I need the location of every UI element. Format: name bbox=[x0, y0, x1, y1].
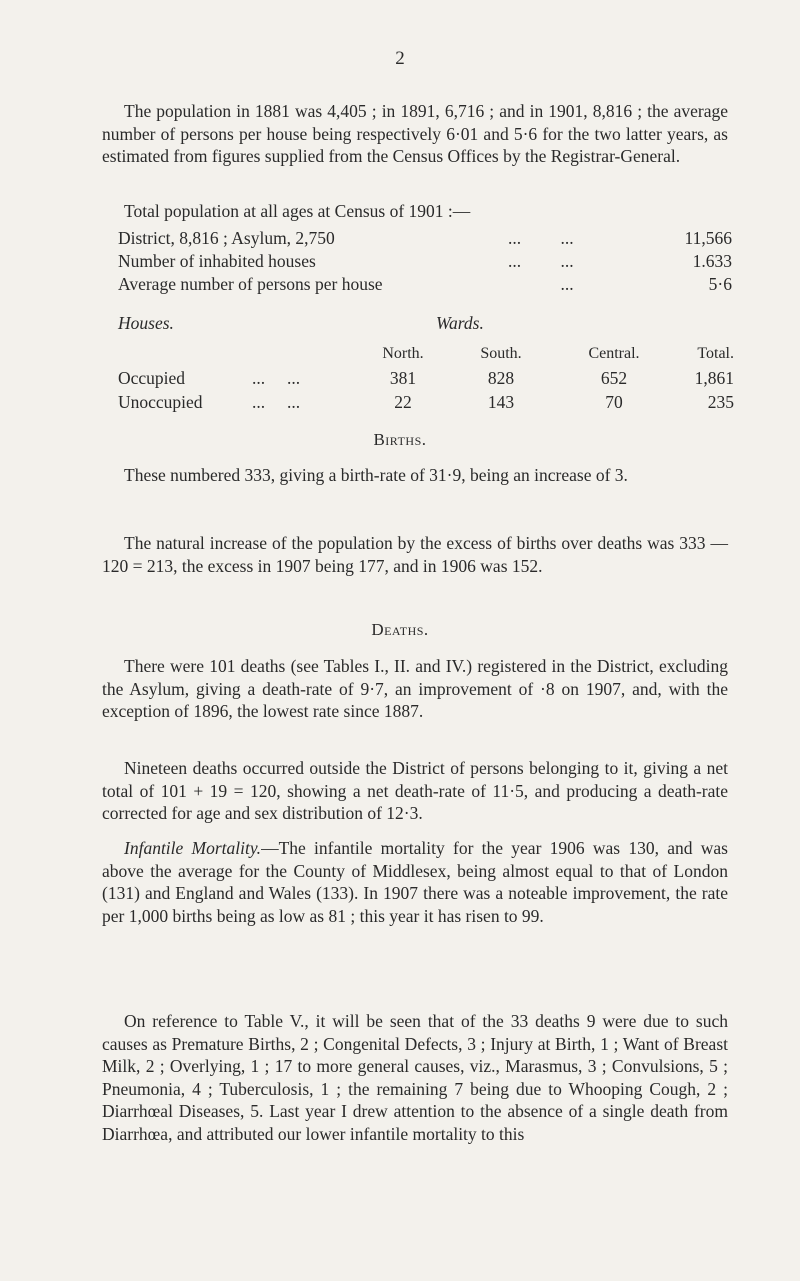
table-cell: 652 bbox=[600, 368, 628, 388]
page-number: 2 bbox=[395, 48, 405, 69]
census-row-value: 5·6 bbox=[708, 274, 732, 294]
births-paragraph: These numbered 333, giving a birth-rate of 31·9, being an increase of 3. bbox=[124, 465, 628, 485]
census-row bbox=[118, 274, 732, 296]
table-cell: 235 bbox=[707, 392, 734, 412]
table-cell: 143 bbox=[487, 392, 515, 412]
census-row-label: District, 8,816 ; Asylum, 2,750 bbox=[118, 228, 335, 248]
census-row-label: Average number of persons per house bbox=[118, 274, 383, 294]
column-header-south: South. bbox=[480, 345, 522, 362]
leader-dots: ... ... bbox=[252, 368, 301, 388]
table-cell: 1,861 bbox=[694, 368, 734, 388]
census-row-value: 11,566 bbox=[684, 228, 732, 248]
table-row-label: Unoccupied bbox=[118, 392, 203, 412]
infantile-mortality-paragraph bbox=[102, 837, 728, 927]
population-paragraph: The population in 1881 was 4,405 ; in 1891, 6,716 ; and in 1901, 8,816 ; the average number of persons per house being respectively 6·01 and 5·6 for the two latter years, as estimated from figures supplied from the Census Offices by the Registrar-General. bbox=[102, 101, 728, 166]
census-row bbox=[118, 251, 732, 273]
table-row-label: Occupied bbox=[118, 368, 186, 388]
houses-header: Houses. bbox=[118, 313, 174, 333]
infantile-mortality-text: —The infantile mortality for the year 1906 was 130, and was above the average for the County of Middlesex, being almost equal to that of London (131) and England and Wales (133). In 1907 there was a noteable improvement, the rate per 1,000 births being as low as 81 ; this year it has risen to 99. bbox=[102, 838, 728, 926]
table-cell: 70 bbox=[605, 392, 623, 412]
table-v-paragraph: On reference to Table V., it will be seen that of the 33 deaths 9 were due to such causes as Premature Births, 2 ; Congenital Defects, 3 ; Injury at Birth, 1 ; Want of Breast Milk, 2 ; Overlying, 1 ; 17 to more general causes, viz., Marasmus, 3 ; Convulsions, 5 ; Pneumonia, 4 ; Tuberculosis, 1 ; the remaining 7 being due to Whooping Cough, 2 ; Diarrhœal Diseases, 5. Last year I drew attention to the absence of a single death from Diarrhœa, and attributed our lower infantile mortality to this bbox=[102, 1011, 728, 1144]
births-heading: Births. bbox=[373, 430, 427, 449]
column-header-central: Central. bbox=[588, 345, 640, 362]
leader-dots: ... bbox=[508, 274, 574, 294]
census-row-label: Number of inhabited houses bbox=[118, 251, 316, 271]
net-deaths-paragraph: Nineteen deaths occurred outside the District of persons belonging to it, giving a net total of 101 + 19 = 120, showing a net death-rate of 11·5, and producing a death-rate corrected for age and sex distribution of 12·3. bbox=[102, 758, 728, 823]
leader-dots: ... ... bbox=[508, 251, 574, 271]
deaths-heading: Deaths. bbox=[371, 620, 429, 639]
wards-header: Wards. bbox=[436, 313, 484, 333]
column-header-total: Total. bbox=[697, 345, 734, 362]
natural-increase-paragraph: The natural increase of the population by the excess of births over deaths was 333 — 120 = 213, the excess in 1907 being 177, and in 1906 was 152. bbox=[102, 533, 728, 576]
infantile-mortality-title: Infantile Mortality. bbox=[124, 838, 262, 858]
table-cell: 381 bbox=[389, 368, 417, 388]
deaths-paragraph: There were 101 deaths (see Tables I., II. and IV.) registered in the District, excluding the Asylum, giving a death-rate of 9·7, an improvement of ·8 on 1907, and, with the exception of 1896, the lowest rate since 1887. bbox=[102, 656, 728, 721]
census-row-value: 1.633 bbox=[692, 251, 732, 271]
census-intro: Total population at all ages at Census of 1901 :— bbox=[124, 201, 471, 221]
table-cell: 828 bbox=[487, 368, 515, 388]
column-header-north: North. bbox=[382, 345, 424, 362]
leader-dots: ... ... bbox=[252, 392, 301, 412]
census-row bbox=[118, 228, 732, 250]
table-cell: 22 bbox=[394, 392, 412, 412]
leader-dots: ... ... bbox=[508, 228, 574, 248]
